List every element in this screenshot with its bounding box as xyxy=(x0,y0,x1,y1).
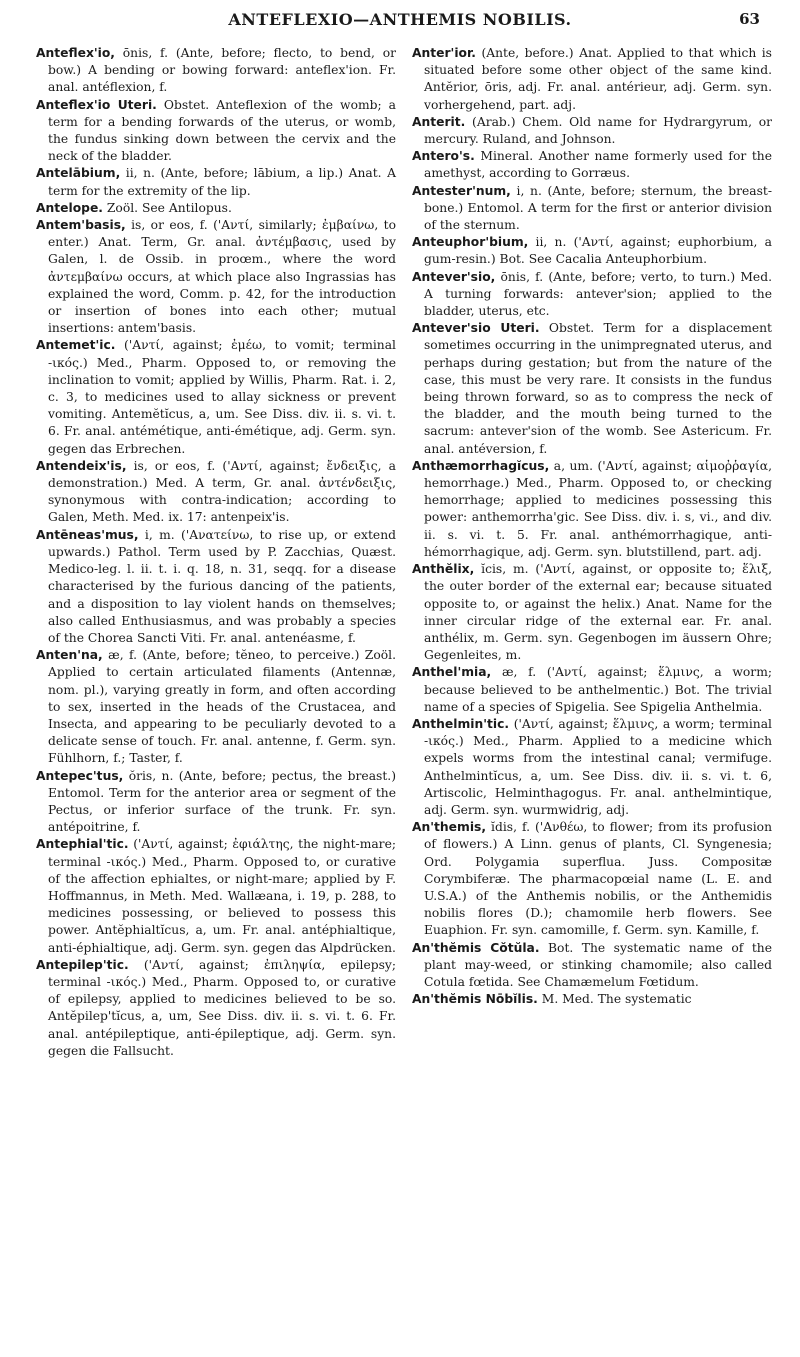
dictionary-entry xyxy=(36,217,396,337)
page-header xyxy=(40,10,760,32)
entry-headword: Anter'ior. xyxy=(412,46,476,60)
left-column xyxy=(36,45,396,1060)
entry-definition: ŏris, n. (Ante, before; pectus, the breast.) Entomol. Term for the anterior area or segment of the Pectus, or inferior surface of the trunk. Fr. syn. antépoitrine, f. xyxy=(48,768,396,835)
entry-headword: Anten'na, xyxy=(36,648,103,663)
entry-definition: i, m. ('Ανατείνω, to rise up, or extend upwards.) Pathol. Term used by P. Zacchias, Quæst. Medico-leg. l. ii. t. i. q. 18, n. 31, seqq. for a disease characterised by the furious dancing of the patients, and a disposition to lay violent hands on themselves; also called Enthusiasmus, and was probably a species of the Chorea Sancti Viti. Fr. anal. antenéasme, f. xyxy=(48,527,396,645)
entry-definition: Bot. The systematic name of the plant may-weed, or stinking chamomile; also called Cotula fœtida. See Chamæmelum Fœtidum. xyxy=(424,940,772,989)
entry-definition: i, n. (Ante, before; sternum, the breast-bone.) Entomol. A term for the first or anterior division of the sternum. xyxy=(424,183,772,233)
entry-definition: (Ante, before.) Anat. Applied to that which is situated before some other object of the same kind. Antĕrior, ōris, adj. Fr. anal. antérieur, adj. Germ. syn. vorhergehend, part. adj. xyxy=(424,46,772,112)
entry-definition: ii, n. ('Αντί, against; euphorbium, a gum-resin.) Bot. See Cacalia Anteuphorbium. xyxy=(424,235,772,267)
entry-headword: An'thĕmis Nōbĭlis. xyxy=(412,992,538,1007)
dictionary-entry xyxy=(36,768,396,837)
entry-headword: Antever'sio Uteri. xyxy=(412,321,540,336)
entry-definition: Obstet. Anteflexion of the womb; a term for a bending forwards of the uterus, or womb, the fundus sinking down between the cervix and the neck of the bladder. xyxy=(48,97,396,164)
dictionary-entry xyxy=(36,200,396,217)
entry-headword: An'themis, xyxy=(412,820,487,835)
dictionary-entry xyxy=(412,458,772,561)
dictionary-entry xyxy=(412,716,772,819)
entry-headword: Anteflex'io Uteri. xyxy=(36,97,157,112)
entry-headword: Anthæmorrhagĭcus, xyxy=(412,458,550,473)
dictionary-entry xyxy=(36,836,396,956)
entry-definition: is, or eos, f. ('Αντί, similarly; ἐμβαίνω, to enter.) Anat. Term, Gr. anal. ἀντέμβασις, used by Galen, l. de Ossib. in proœm., where the word ἀντεμβαίνω occurs, at which place also Ingrassias has explained the word, Comm. p. 42, for the introduction or insertion of bones into each other; mutual insertions: antem'basis. xyxy=(48,218,396,336)
entry-definition: is, or eos, f. ('Αντί, against; ἔνδειξις, a demonstration.) Med. A term, Gr. anal. ἀντένδειξις, synonymous with contra-indication; according to Galen, Meth. Med. ix. 17: antenpeix'is. xyxy=(48,458,396,525)
entry-definition: æ, f. (Ante, before; tĕneo, to perceive.) Zoöl. Applied to certain articulated filaments (Antennæ, nom. pl.), varying greatly in form, and often according to sex, inserted in the heads of the Crustacea, and Insecta, and appearing to be peculiarly devoted to a delicate sense of touch. Fr. anal. antenne, f. Germ. syn. Fühlhorn, f.; Taster, f. xyxy=(48,648,396,766)
dictionary-entry xyxy=(412,819,772,939)
page-number: 63 xyxy=(739,10,760,28)
entry-headword: Anterit. xyxy=(412,114,466,129)
dictionary-entry xyxy=(412,183,772,235)
entry-definition: ĭdis, f. ('Ανθέω, to flower; from its profusion of flowers.) A Linn. genus of plants, Cl. Syngenesia; Ord. Polygamia superflua. Juss. Compositæ Corymbiferæ. The pharmacopœial name (L. E. and U.S.A.) of the Anthemis nobilis, or the Anthemidis nobilis flores (D.); chamomile herb flowers. See Euaphion. Fr. syn. camomille, f. Germ. syn. Kamille, f. xyxy=(424,820,772,938)
dictionary-entry xyxy=(412,991,772,1008)
dictionary-entry xyxy=(36,458,396,527)
dictionary-entry xyxy=(36,97,396,166)
dictionary-entry xyxy=(412,45,772,114)
entry-definition: ii, n. (Ante, before; lābium, a lip.) Anat. A term for the extremity of the lip. xyxy=(48,166,396,198)
entry-definition: (Arab.) Chem. Old name for Hydrargyrum, or mercury. Ruland, and Johnson. xyxy=(424,114,772,147)
entry-definition: ('Αντί, against; ἐφιάλτης, the night-mare; terminal -ικός.) Med., Pharm. Opposed to, or curative of the affection ephialtes, or night-mare; applied by F. Hoffmannus, in Meth. Med. Wallæana, i. 19, p. 288, to medicines possessing, or believed to possess this power. Antĕphialtĭcus, a, um. Fr. anal. antéphialtique, anti-éphialtique, adj. Germ. syn. gegen das Alpdrücken. xyxy=(48,837,396,955)
entry-definition: a, um. ('Αντί, against; αἱμοῤῥαγία, hemorrhage.) Med., Pharm. Opposed to, or checking hemorrhage; applied to medicines possessing this power: anthemorrha'gic. See Diss. div. i. s, vi., and div. ii. s. vi. t. 5. Fr. anal. anthémorrhagique, anti-hémorrhagique, adj. Germ. syn. blutstillend, part. adj. xyxy=(424,458,772,559)
entry-headword: Antem'basis, xyxy=(36,218,126,233)
entry-headword: Anthelmin'tic. xyxy=(412,716,510,731)
dictionary-entry xyxy=(412,269,772,321)
dictionary-entry xyxy=(412,561,772,664)
dictionary-entry xyxy=(36,527,396,647)
dictionary-entry xyxy=(36,957,396,1060)
entry-headword: Antephial'tic. xyxy=(36,837,129,852)
entry-headword: Anthel'mia, xyxy=(412,665,492,680)
entry-headword: Antēneas'mus, xyxy=(36,527,139,542)
entry-headword: Antepilep'tic. xyxy=(36,957,129,972)
dictionary-entry xyxy=(36,337,396,457)
entry-headword: Antester'num, xyxy=(412,183,511,198)
entry-headword: Antever'sio, xyxy=(412,269,496,284)
entry-definition: ĭcis, m. ('Αντί, against, or opposite to; ἕλιξ, the outer border of the external ear; because situated opposite to, or against the helix.) Anat. Name for the inner circular ridge of the external ear. Fr. anal. anthélix, m. Germ. syn. Gegenbogen im äussern Ohre; Gegenleites, m. xyxy=(424,562,772,663)
entry-definition: Zoöl. See Antilopus. xyxy=(102,200,232,215)
entry-headword: An'thĕmis Cŏtŭla. xyxy=(412,940,540,955)
dictionary-entry xyxy=(412,320,772,458)
entry-headword: Anteflex'io, xyxy=(36,46,115,60)
entry-definition: æ, f. ('Αντί, against; ἕλμινς, a worm; because believed to be anthelmentic.) Bot. The trivial name of a species of Spigelia. See Spigelia Anthelmia. xyxy=(424,665,772,714)
dictionary-entry xyxy=(36,45,396,97)
dictionary-entry xyxy=(412,114,772,148)
entry-definition: ōnis, f. (Ante, before; flecto, to bend, or bow.) A bending or bowing forward: anteflex'ion. Fr. anal. antéflexion, f. xyxy=(48,46,396,95)
entry-definition: ('Αντί, against; ἐπιληψία, epilepsy; terminal -ικός.) Med., Pharm. Opposed to, or curative of epilepsy, applied to medicines believed to be so. Antĕpilep'tĭcus, a, um, See Diss. div. ii. s. vi. t. 6. Fr. anal. antépileptique, anti-épileptique, adj. Germ. syn. gegen die Fallsucht. xyxy=(48,957,396,1058)
entry-definition: ('Αντί, against; ἕλμινς, a worm; terminal -ικός.) Med., Pharm. Applied to a medicine which expels worms from the intestinal canal; vermifuge. Anthelmintĭcus, a, um. See Diss. div. ii. s. vi. t. 6, Artiscolic, Helminthagogus. Fr. anal. anthelmintique, adj. Germ. syn. wurmwidrig, adj. xyxy=(424,716,772,817)
right-column xyxy=(412,45,772,1008)
dictionary-entry xyxy=(36,165,396,199)
entry-definition: Obstet. Term for a displacement sometimes occurring in the unimpregnated uterus, and perhaps during gestation; but from the nature of the case, this must be very rare. It consists in the fundus being thrown forward, so as to compress the neck of the bladder, and the mouth being turned to the sacrum: antever'sion of the womb. See Astericum. Fr. anal. antéversion, f. xyxy=(424,321,772,456)
dictionary-entry xyxy=(412,664,772,716)
entry-headword: Antemet'ic. xyxy=(36,338,116,353)
entry-definition: ('Αντί, against; ἐμέω, to vomit; terminal -ικός.) Med., Pharm. Opposed to, or removing the inclination to vomit; applied by Willis, Pharm. Rat. i. 2, c. 3, to medicines used to allay sickness or prevent vomiting. Antemĕtĭcus, a, um. See Diss. div. ii. s. vi. t. 6. Fr. anal. antémétique, anti-émétique, adj. Germ. syn. gegen das Erbrechen. xyxy=(48,338,396,456)
dictionary-entry xyxy=(412,148,772,182)
entry-headword: Antepec'tus, xyxy=(36,768,124,783)
entry-headword: Antendeix'is, xyxy=(36,458,127,473)
entry-definition: M. Med. The systematic xyxy=(537,992,692,1007)
entry-definition: Mineral. Another name formerly used for the amethyst, according to Gorræus. xyxy=(424,149,772,181)
entry-headword: Antelope. xyxy=(36,200,103,215)
entry-definition: ōnis, f. (Ante, before; verto, to turn.) Med. A turning forwards: antever'sion; applied to the bladder, uterus, etc. xyxy=(424,269,772,319)
dictionary-entry xyxy=(412,234,772,268)
dictionary-entry xyxy=(36,647,396,767)
dictionary-entry xyxy=(412,940,772,992)
entry-headword: Anthĕlix, xyxy=(412,562,475,577)
entry-headword: Antero's. xyxy=(412,149,475,164)
entry-headword: Anteuphor'bium, xyxy=(412,235,529,250)
entry-headword: Antelābium, xyxy=(36,166,121,181)
running-title: ANTEFLEXIO—ANTHEMIS NOBILIS. xyxy=(228,10,572,29)
